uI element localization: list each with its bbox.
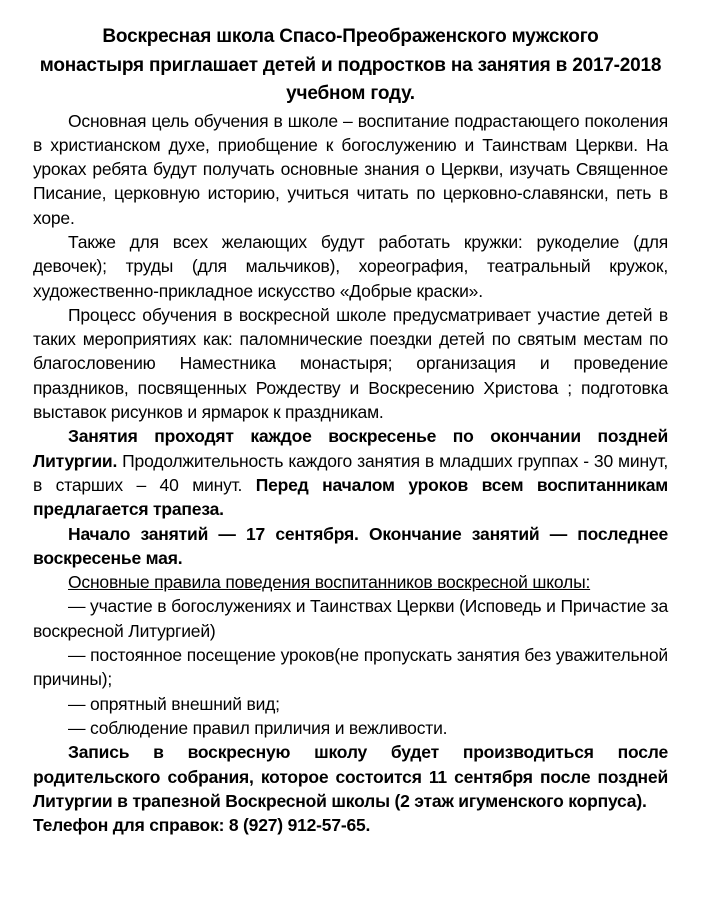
rule-item-politeness: — соблюдение правил приличия и вежливости. [68, 717, 448, 738]
title-line-3: учебном году. [286, 83, 415, 104]
paragraph-clubs: Также для всех желающих будут работать кружки: рукоделие (для девочек); труды (для мальчиков), хореография, театральный кружок, художественно-прикладное искусство «Добрые краски». [33, 231, 668, 301]
schedule-bold-tail: Перед началом уроков всем воспитанникам предлагается трапеза. [33, 474, 668, 520]
rule-item-appearance: — опрятный внешний вид; [68, 693, 280, 714]
paragraph-schedule [33, 424, 668, 521]
rule-item-services: — участие в богослужениях и Таинствах Церкви (Исповедь и Причастие за воскресной Литургией) [33, 596, 668, 641]
schedule-bold-lead: Занятия проходят каждое воскресенье по окончании поздней Литургии. [33, 426, 668, 471]
paragraph-process: Процесс обучения в воскресной школе предусматривает участие детей в таких мероприятиях как: паломнические поездки детей по святым местам по благословению Наместника монастыря; организация и проведение праздников, посвященных Рождеству и Воскресению Христова ; подготовка выставок рисунков и ярмарок к праздникам. [33, 304, 668, 423]
phone-line: Телефон для справок: 8 (927) 912-57-65. [33, 815, 371, 836]
rules-heading-text: Основные правила поведения воспитанников воскресной школы: [68, 572, 591, 593]
rule-item-attendance: — постоянное посещение уроков(не пропускать занятия без уважительной причины); [33, 645, 668, 690]
paragraph-rules-heading [33, 570, 668, 594]
title-line-1: Воскресная школа Спасо-Преображенского мужского [102, 26, 599, 47]
schedule-regular-middle: Продолжительность каждого занятия в младших группах - 30 минут, в старших – 40 минут. [33, 450, 668, 495]
document-title [33, 23, 668, 109]
paragraph-goal: Основная цель обучения в школе – воспитание подрастающего поколения в христианском духе, приобщение к богослужению и Таинствам Церкви. На уроках ребята будут получать основные знания о Церкви, изучать Священное Писание, церковную историю, учиться читать по церковно-славянски, петь в хоре. [33, 110, 668, 228]
paragraph-dates: Начало занятий — 17 сентября. Окончание занятий — последнее воскресенье мая. [33, 523, 668, 568]
title-line-2: монастыря приглашает детей и подростков на занятия в 2017-2018 [39, 54, 662, 76]
paragraph-enrollment: Запись в воскресную школу будет производиться после родительского собрания, которое состоится 11 сентября после поздней Литургии в трапезной Воскресной школы (2 этаж игуменского корпуса). [33, 742, 668, 811]
